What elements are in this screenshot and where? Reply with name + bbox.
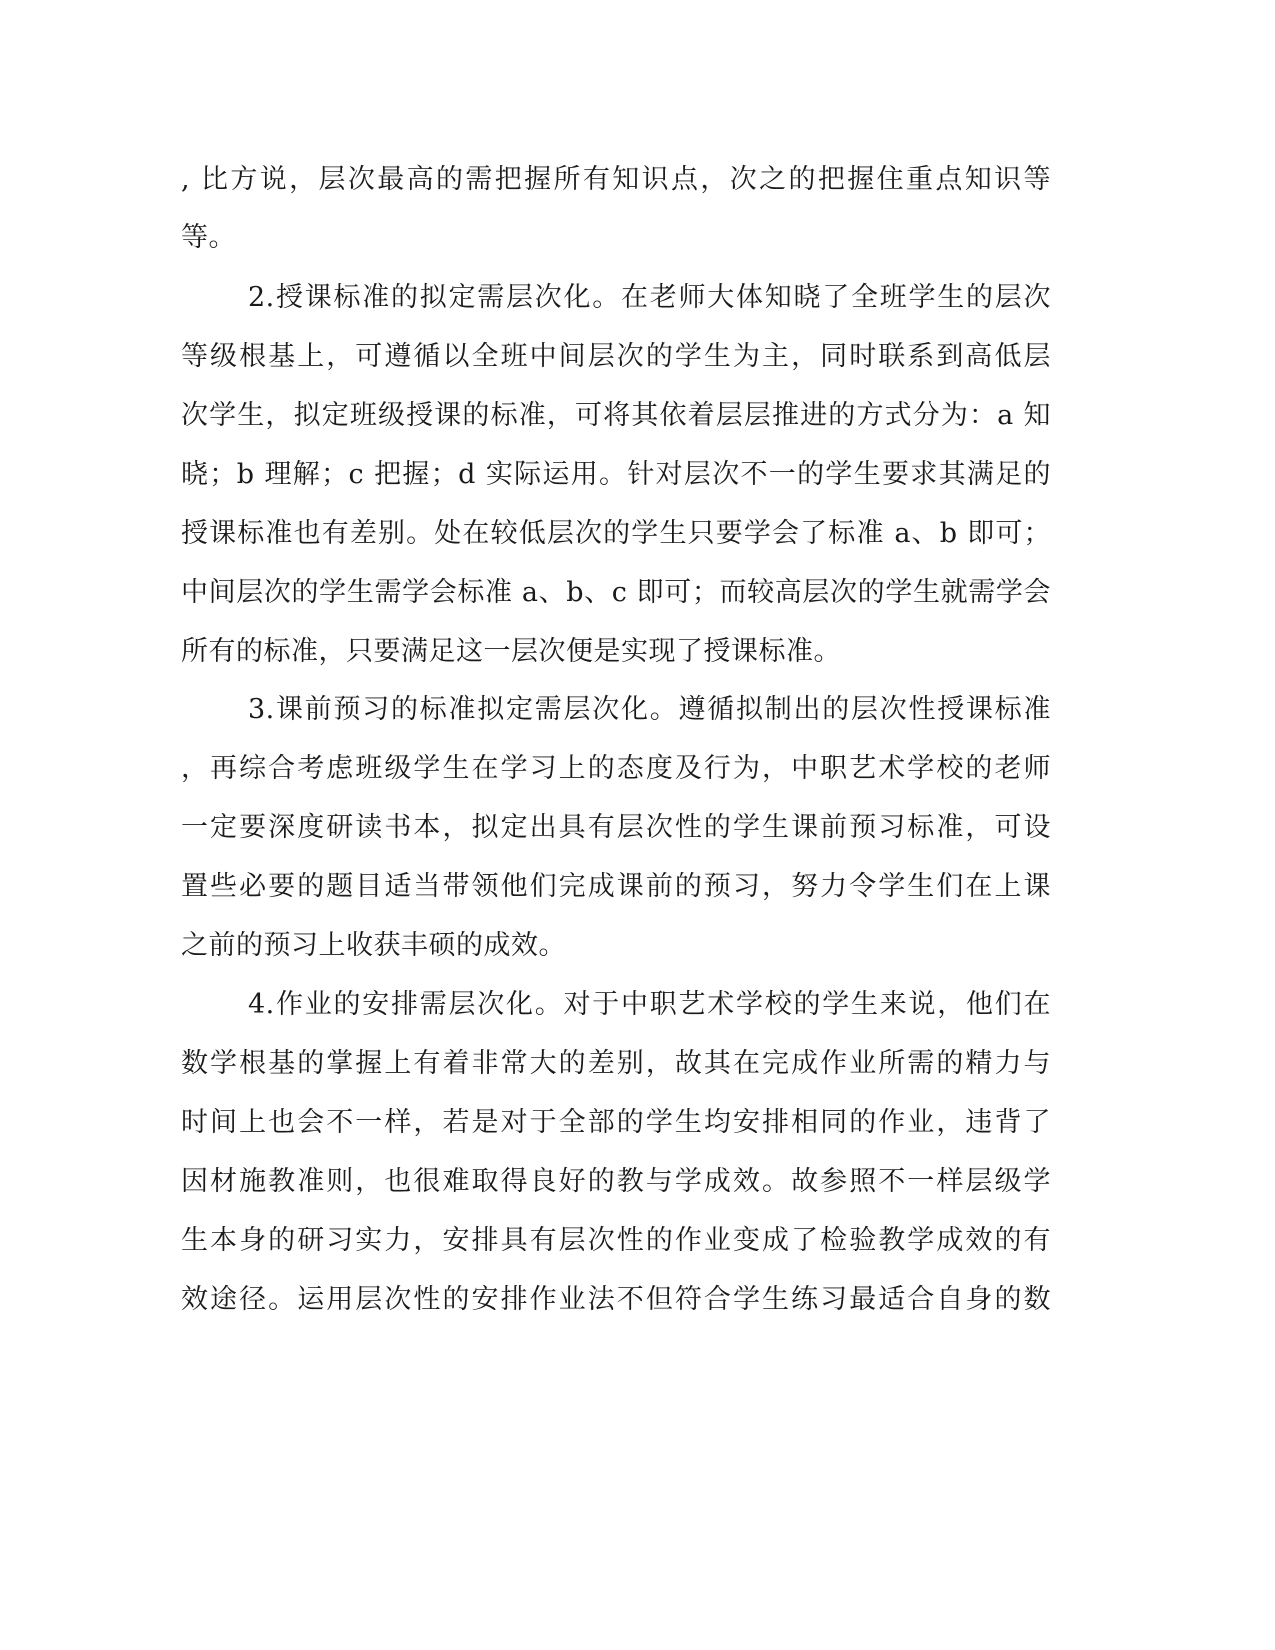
text-line: , 比方说，层次最高的需把握所有知识点，次之的把握住重点知识等 xyxy=(181,164,1051,195)
text-line: 次学生，拟定班级授课的标准，可将其依着层层推进的方式分为：a 知 xyxy=(181,400,1051,431)
text-line: 时间上也会不一样，若是对于全部的学生均安排相同的作业，违背了 xyxy=(181,1107,1051,1138)
text-line: 数学根基的掌握上有着非常大的差别，故其在完成作业所需的精力与 xyxy=(181,1048,1051,1079)
text-line: 一定要深度研读书本，拟定出具有层次性的学生课前预习标准，可设 xyxy=(181,812,1051,843)
text-line: 等级根基上，可遵循以全班中间层次的学生为主，同时联系到高低层 xyxy=(181,341,1051,372)
text-line: 晓；b 理解；c 把握；d 实际运用。针对层次不一的学生要求其满足的 xyxy=(181,459,1051,490)
text-line: 中间层次的学生需学会标准 a、b、c 即可；而较高层次的学生就需学会 xyxy=(181,577,1051,608)
text-line: ，再综合考虑班级学生在学习上的态度及行为，中职艺术学校的老师 xyxy=(181,753,1051,784)
text-line: 等。 xyxy=(181,222,236,253)
text-line: 效途径。运用层次性的安排作业法不但符合学生练习最适合自身的数 xyxy=(181,1284,1051,1315)
text-line: 之前的预习上收获丰硕的成效。 xyxy=(181,930,566,961)
text-line: 所有的标准，只要满足这一层次便是实现了授课标准。 xyxy=(181,636,841,667)
text-line: 因材施教准则，也很难取得良好的教与学成效。故参照不一样层级学 xyxy=(181,1166,1051,1197)
text-line: 置些必要的题目适当带领他们完成课前的预习，努力令学生们在上课 xyxy=(181,871,1051,902)
text-line: 生本身的研习实力，安排具有层次性的作业变成了检验教学成效的有 xyxy=(181,1225,1051,1256)
paragraph-heading-line: 3.课前预习的标准拟定需层次化。遵循拟制出的层次性授课标准 xyxy=(248,694,1051,725)
paragraph-heading-line: 4.作业的安排需层次化。对于中职艺术学校的学生来说，他们在 xyxy=(248,989,1051,1020)
text-line: 授课标准也有差别。处在较低层次的学生只要学会了标准 a、b 即可； xyxy=(181,518,1051,549)
paragraph-heading-line: 2.授课标准的拟定需层次化。在老师大体知晓了全班学生的层次 xyxy=(248,282,1051,313)
